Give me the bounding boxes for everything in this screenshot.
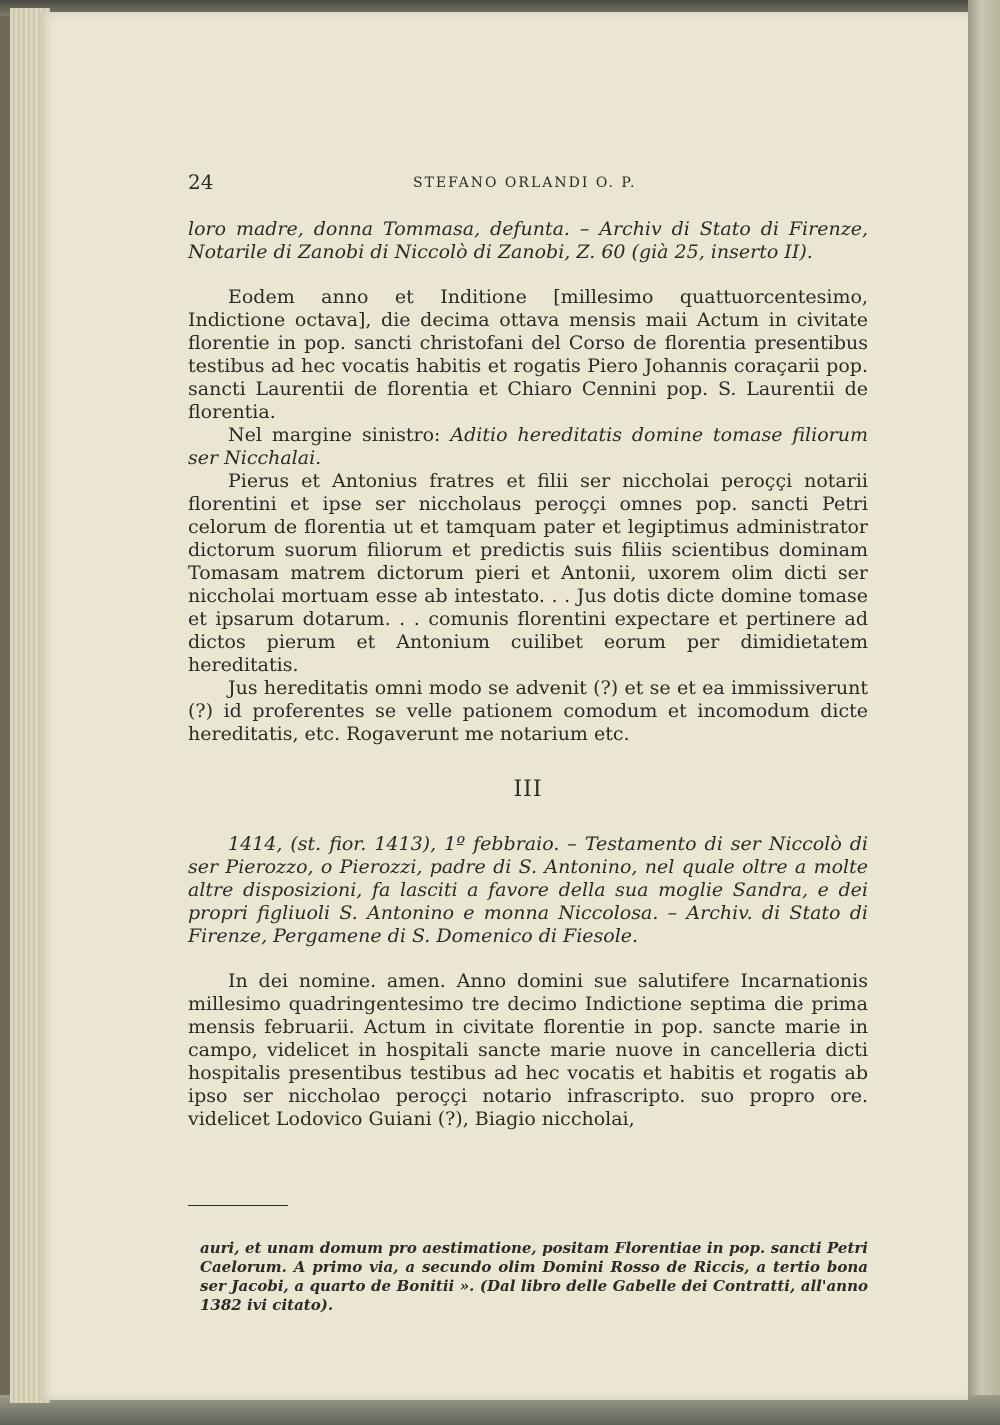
page-body xyxy=(188,218,868,1131)
page-header xyxy=(188,170,868,200)
page-number: 24 xyxy=(188,170,214,194)
book-binding-right xyxy=(968,0,1000,1425)
section-heading: III xyxy=(513,777,543,802)
intro-citation: loro madre, donna Tommasa, defunta. – Archiv di Stato di Firenze, Notarile di Zanobi di Niccolò di Zanobi, Z. 60 (già 25, inserto II). xyxy=(188,218,868,263)
paragraph-jus-hereditatis: Jus hereditatis omni modo se advenit (?) et se et ea immissiverunt (?) id proferentes se velle pationem comodum et incomodum dicte hereditatis, etc. Rogaverunt me notarium etc. xyxy=(188,677,868,745)
footnote-rule xyxy=(188,1205,288,1206)
book-page xyxy=(40,12,968,1400)
paragraph-margin-note xyxy=(188,424,868,470)
margin-note-text: Aditio hereditatis domine tomase filiorum ser Nicchalai. xyxy=(188,424,868,469)
document-summary: 1414, (st. fior. 1413), 1º febbraio. – Testamento di ser Niccolò di ser Pierozzo, o Pierozzi, padre di S. Antonino, nel quale oltre a molte altre disposizioni, fa lasciti a favore della sua moglie Sandra, e dei propri figliuoli S. Antonino e monna Niccolosa. – Archiv. di Stato di Firenze, Pergamene di S. Domenico di Fiesole. xyxy=(188,833,868,947)
footnote: auri, et unam domum pro aestimatione, positam Florentiae in pop. sancti Petri Caelorum. A primo via, a secundo olim Domini Rosso de Riccis, a tertio bona ser Jacobi, a quarto de Bonitii ». (Dal libro delle Gabelle dei Contratti, all'anno 1382 ivi citato). xyxy=(200,1239,868,1314)
paragraph-eodem-anno: Eodem anno et Inditione [millesimo quattuorcentesimo, Indictione octava], die decima ottava mensis maii Actum in civitate florentie in pop. sancti christofani del Corso de florentia presentibus testibus ad hec vocatis habitis et rogatis Piero Johannis coraçarii pop. sancti Laurentii de florentia et Chiaro Cennini pop. S. Laurentii de florentia. xyxy=(188,286,868,423)
paragraph-in-dei-nomine: In dei nomine. amen. Anno domini sue salutifere Incarnationis millesimo quadringentesimo tre decimo Indictione septima die prima mensis februarii. Actum in civitate florentie in pop. sancte marie in campo, videlicet in hospitali sancte marie nuove in cancelleria dicti hospitalis presentibus testibus ad hec vocatis et habitis et rogatis ab ipso ser niccholao peroççi notario infrascripto. suo propro ore. videlicet Lodovico Guiani (?), Biagio niccholai, xyxy=(188,970,868,1130)
margin-note-prefix: Nel margine sinistro: xyxy=(228,424,441,446)
paragraph-pierus: Pierus et Antonius fratres et filii ser niccholai peroççi notarii florentini et ipse ser niccholaus peroççi omnes pop. sancti Petri celorum de florentia ut et tamquam pater et legiptimus administrator dictorum suorum filiorum et predictis suis filiis scientibus dominam Tomasam matrem dictorum pieri et Antonii, uxorem olim dicti ser niccholai mortuam esse ab intestato. . . Jus dotis dicte domine tomase et ipsarum dotarum. . . comunis florentini expectare et pertinere ad dictos pierum et Antonium cuilibet eorum per dimidietatem hereditatis. xyxy=(188,470,868,676)
running-head: STEFANO ORLANDI O. P. xyxy=(413,175,637,191)
